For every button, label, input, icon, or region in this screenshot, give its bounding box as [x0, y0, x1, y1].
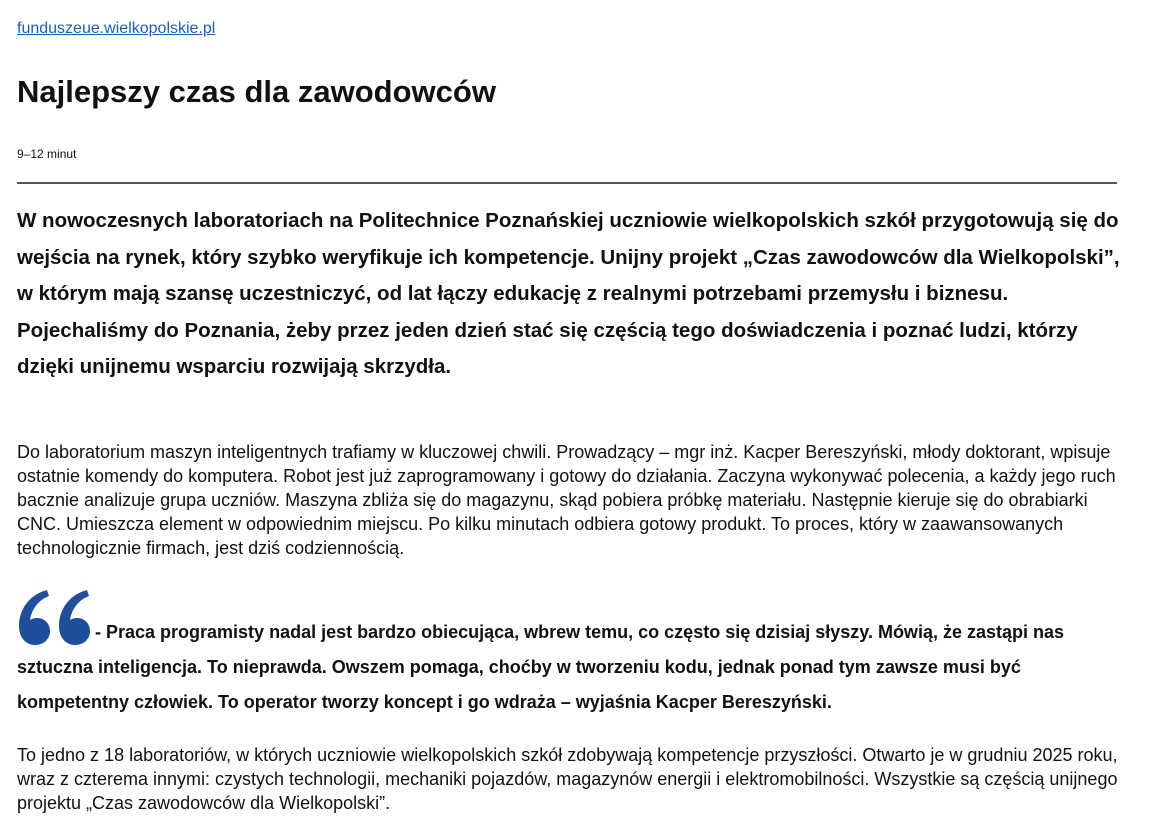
quote-text: - Praca programisty nadal jest bardzo obiecująca, wbrew temu, co często się dzisiaj słyszy. Mówią, że zastąpi nas sztuczna inteligencja. To nieprawda. Owszem pomaga, choćby w tworzeniu kodu, jednak ponad tym zawsze musi być kompetentny człowiek. To operator tworzy koncept i go wdraża – wyjaśnia Kacper Bereszyński. — [17, 622, 1065, 712]
reading-time: 9–12 minut — [17, 147, 77, 161]
article-paragraph-1: Do laboratorium maszyn inteligentnych trafiamy w kluczowej chwili. Prowadzący – mgr inż. Kacper Bereszyński, młody doktorant, wpisuje ostatnie komendy do komputera. Robot jest już zaprogramowany i gotowy do działania. Zaczyna wykonywać polecenia, a każdy jego ruch bacznie analizuje grupa uczniów. Maszyna zbliża się do magazynu, skąd pobiera próbkę materiału. Następnie kieruje się do obrabiarki CNC. Umieszcza element w odpowiednim miejscu. Po kilku minutach odbiera gotowy produkt. To proces, który w zaawansowanych technologicznie firmach, jest dziś codziennością. — [17, 442, 1116, 558]
pull-quote — [17, 588, 1127, 720]
header-divider — [17, 182, 1117, 184]
article-title: Najlepszy czas dla zawodowców — [17, 74, 496, 109]
source-site-link[interactable]: funduszeue.wielkopolskie.pl — [17, 20, 216, 37]
article-lead: W nowoczesnych laboratoriach na Politechnice Poznańskiej uczniowie wielkopolskich szkół przygotowują się do wejścia na rynek, który szybko weryfikuje ich kompetencje. Unijny projekt „Czas zawodowców dla Wielkopolski”, w którym mają szansę uczestniczyć, od lat łączy edukację z realnymi potrzebami przemysłu i biznesu. Pojechaliśmy do Poznania, żeby przez jeden dzień stać się częścią tego doświadczenia i poznać ludzi, którzy dzięki unijnemu wsparciu rozwijają skrzydła. — [17, 209, 1120, 378]
quote-mark-icon — [17, 588, 93, 646]
article-paragraph-2: To jedno z 18 laboratoriów, w których uczniowie wielkopolskich szkół zdobywają kompetencje przyszłości. Otwarto je w grudniu 2025 roku, wraz z czterema innymi: czystych technologii, mechaniki pojazdów, magazynów energii i elektromobilności. Wszystkie są częścią unijnego projektu „Czas zawodowców dla Wielkopolski”. — [17, 745, 1118, 813]
